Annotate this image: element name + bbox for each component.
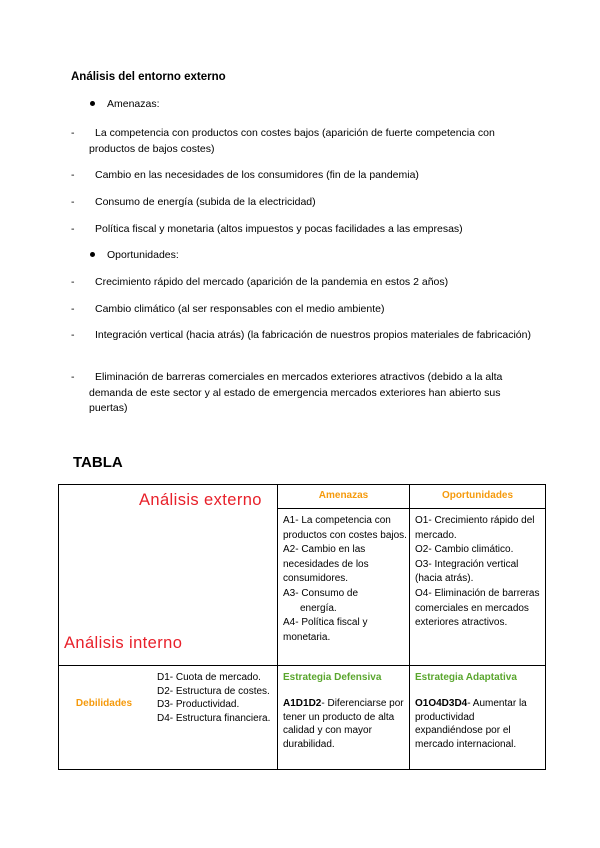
list-item <box>71 275 531 291</box>
opportunities-label: Oportunidades: <box>107 249 179 261</box>
list-item <box>71 126 531 157</box>
dash-marker: - <box>71 223 75 235</box>
weaknesses-list <box>157 671 273 725</box>
table-divider <box>409 484 410 770</box>
dash-marker: - <box>71 276 75 288</box>
strategy-code: O1O4D3D4 <box>415 698 468 709</box>
strategy-description: - Diferenciarse por tener un producto de alta calidad y con mayor durabilidad. <box>283 698 404 750</box>
threat-item: A1- La competencia con productos con costes bajos. <box>283 515 407 541</box>
dash-marker: - <box>71 169 75 181</box>
swot-table <box>58 484 546 770</box>
internal-analysis-label: Análisis interno <box>64 634 183 652</box>
opportunities-bullet <box>90 249 179 261</box>
strategy-description: - Aumentar la productividad expandiéndose por el mercado internacional. <box>415 698 527 750</box>
opportunity-item: O2- Cambio climático. <box>415 544 514 556</box>
list-item <box>71 222 531 238</box>
defensive-strategy-text <box>283 697 407 751</box>
opportunities-list <box>415 514 541 631</box>
weaknesses-label: Debilidades <box>75 698 133 709</box>
list-item <box>71 195 531 211</box>
table-title: TABLA <box>73 454 123 471</box>
strategy-code: A1D1D2 <box>283 698 322 709</box>
table-border-left <box>58 484 59 770</box>
weakness-item: D1- Cuota de mercado. <box>157 672 261 683</box>
list-item <box>71 328 531 344</box>
list-item <box>71 302 531 318</box>
table-divider <box>277 508 545 509</box>
threat-item: A4- Política fiscal y monetaria. <box>283 617 368 643</box>
list-item <box>71 168 531 184</box>
list-item-text: Cambio climático (al ser responsables con el medio ambiente) <box>95 303 385 315</box>
list-item <box>71 370 531 417</box>
page-title: Análisis del entorno externo <box>71 71 226 83</box>
list-item-text: Eliminación de barreras comerciales en mercados exteriores atractivos (debido a la alta demanda de este sector y al estado de emergencia mercados exteriores han abierto sus puertas) <box>89 371 503 414</box>
weakness-item: D3- Productividad. <box>157 699 240 710</box>
threats-list <box>283 514 407 645</box>
dash-marker: - <box>71 303 75 315</box>
bullet-icon <box>90 252 95 257</box>
list-item-text: Crecimiento rápido del mercado (aparición de la pandemia en estos 2 años) <box>95 276 449 288</box>
threats-bullet <box>90 98 160 110</box>
opportunities-header: Oportunidades <box>441 490 514 501</box>
table-border-right <box>545 484 546 770</box>
bullet-icon <box>90 101 95 106</box>
opportunity-item: O1- Crecimiento rápido del mercado. <box>415 515 535 541</box>
threat-item-cont: energía. <box>300 602 337 614</box>
threat-item: A2- Cambio en las necesidades de los consumidores. <box>283 544 369 585</box>
threats-label: Amenazas: <box>107 98 160 110</box>
dash-marker: - <box>71 127 75 139</box>
adaptive-strategy-title: Estrategia Adaptativa <box>415 672 517 683</box>
table-divider <box>58 665 546 666</box>
external-analysis-label: Análisis externo <box>139 491 262 509</box>
list-item-text: Política fiscal y monetaria (altos impuestos y pocas facilidades a las empresas) <box>95 223 463 235</box>
dash-marker: - <box>71 196 75 208</box>
defensive-strategy-title: Estrategia Defensiva <box>283 672 382 683</box>
table-border-bottom <box>58 769 546 770</box>
threats-header: Amenazas <box>318 490 369 501</box>
list-item-text: Integración vertical (hacia atrás) (la fabricación de nuestros propios materiales de fabricación) <box>95 329 531 341</box>
table-divider <box>277 484 278 770</box>
weakness-item: D2- Estructura de costes. <box>157 685 270 697</box>
opportunity-item: O3- Integración vertical (hacia atrás). <box>415 558 519 585</box>
threat-item: A3- Consumo de <box>283 587 359 599</box>
opportunity-item: O4- Eliminación de barreras comerciales en mercados exteriores atractivos. <box>415 587 540 629</box>
list-item-text: Consumo de energía (subida de la electricidad) <box>95 196 316 208</box>
dash-marker: - <box>71 371 75 383</box>
weakness-item: D4- Estructura financiera. <box>157 712 271 724</box>
list-item-text: La competencia con productos con costes bajos (aparición de fuerte competencia con productos de bajos costes) <box>89 127 495 155</box>
table-border-top <box>58 484 546 485</box>
dash-marker: - <box>71 329 75 341</box>
adaptive-strategy-text <box>415 697 541 751</box>
list-item-text: Cambio en las necesidades de los consumidores (fin de la pandemia) <box>95 169 419 181</box>
